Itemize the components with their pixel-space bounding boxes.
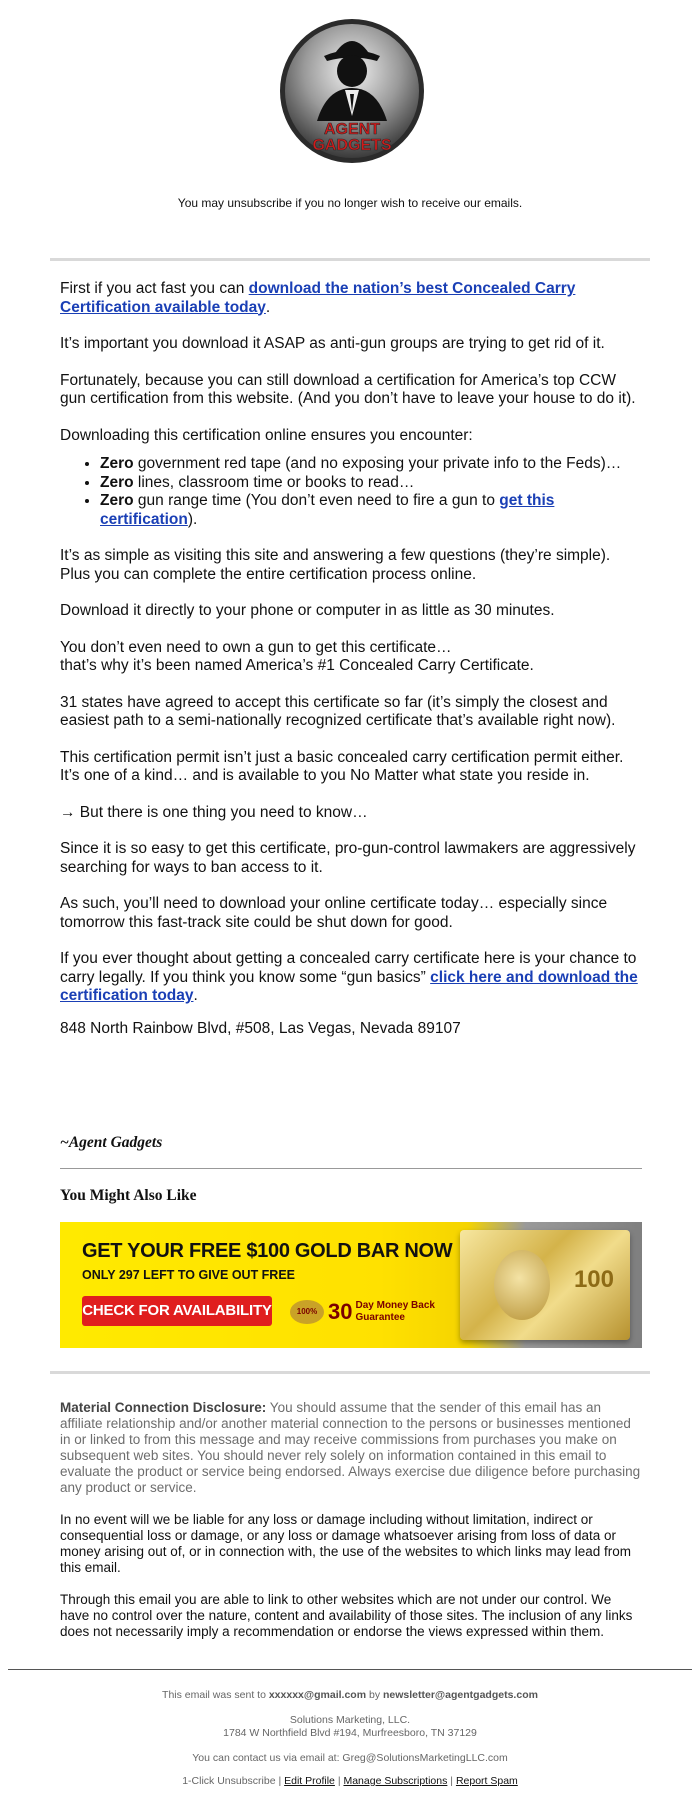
bullet-bold: Zero [100,492,134,509]
unsubscribe-notice: You may unsubscribe if you no longer wish to receive our emails. [177,196,523,210]
disclosure-title: Material Connection Disclosure: [60,1400,267,1415]
list-item [100,492,642,529]
footer-separator: | [275,1775,285,1787]
body-paragraph-9: This certification permit isn’t just a basic concealed carry certification permit either. It’s one of a kind… and is available to you No Matter what state you reside in. [60,748,624,784]
get-certification-link[interactable]: get this certification [100,492,555,528]
footer-divider [8,1669,692,1670]
disclosure-section [60,1400,642,1656]
body-paragraph-12: As such, you’ll need to download your online certificate today… especially since tomorrow this fast-track site could be shut down for good. [60,895,608,931]
bullet-text: lines, classroom time or books to read… [133,473,415,491]
disclosure-paragraph-3: Through this email you are able to link to other websites which are not under our control. We have no control over the nature, content and availability of those sites. The inclusion of any links does not necessarily imply a recommendation or endorse the views expressed within them. [60,1592,633,1639]
bullet-text: gun range time (You don’t even need to fire a gun to [133,492,500,509]
banner-subline: ONLY 297 LEFT TO GIVE OUT FREE [82,1268,296,1282]
body-paragraph-3: Fortunately, because you can still download a certification for America’s top CCW gun certification from this website. (And you don’t have to leave your house to do it). [60,371,636,407]
footer-text: This email was sent to [162,1689,269,1701]
body-paragraph-5: It’s as simple as visiting this site and answering a few questions (they’re simple). Plus you can complete the entire certification process online. [60,547,611,583]
guarantee-text: Guarantee [355,1312,405,1323]
email-body [60,280,642,1056]
body-paragraph-6: Download it directly to your phone or computer in as little as 30 minutes. [60,602,555,619]
recipient-email: xxxxxx@gmail.com [268,1689,367,1701]
signature: ~Agent Gadgets [60,1134,163,1151]
body-text: . [265,298,271,316]
agent-gadgets-logo [277,16,427,166]
body-paragraph-4: Downloading this certification online ensures you encounter: [60,426,473,444]
guarantee-days: 30 [328,1299,353,1324]
company-name: Solutions Marketing, LLC. [289,1714,411,1726]
body-paragraph-2: It’s important you download it ASAP as anti-gun groups are trying to get rid of it. [60,335,605,352]
bullet-bold: Zero [100,473,134,491]
body-paragraph-1 [60,280,642,317]
portrait-icon [494,1250,550,1320]
body-paragraph-11: Since it is so easy to get this certificate, pro-gun-control lawmakers are aggressively searching for ways to ban access to it. [60,840,636,876]
body-text: . [193,987,198,1004]
logo-text-gadgets: GADGETS [312,137,392,154]
bullet-bold: Zero [100,455,134,472]
disclosure-text: You should assume that the sender of this email has an affiliate relationship and/or another material connection to the persons or businesses mentioned in or linked to from this message and may receive commissions from purchases you make on subsequent web sites. You should never rely solely on information contained in this email to evaluate the product or service being endorsed. Always exercise due diligence before purchasing any product or service. [60,1400,641,1495]
body-paragraph-7 [60,639,642,676]
money-back-guarantee [328,1300,435,1324]
disclosure-paragraph-1 [60,1400,642,1496]
disclosure-divider [50,1371,650,1374]
body-text: First if you act fast you can [60,280,249,297]
download-certification-link[interactable]: download the nation’s best Concealed Carry Certification available today [60,280,576,316]
footer-links [0,1775,700,1787]
list-item [100,474,642,493]
banner-headline: GET YOUR FREE $100 GOLD BAR NOW [82,1240,453,1262]
report-spam-link[interactable]: Report Spam [455,1775,518,1787]
footer-text: by [366,1689,383,1701]
header-divider [50,258,650,261]
benefits-list [60,455,642,529]
related-heading: You Might Also Like [60,1187,197,1204]
gold-bar-ad-banner[interactable] [60,1222,642,1348]
footer-separator: | [334,1775,344,1787]
one-click-unsubscribe-label: 1-Click Unsubscribe [182,1775,276,1787]
sent-to-line [0,1689,700,1701]
footer-separator: | [447,1775,456,1787]
logo-text-agent: AGENT [324,121,380,138]
edit-profile-link[interactable]: Edit Profile [284,1775,335,1787]
check-availability-button[interactable]: CHECK FOR AVAILABILITY [82,1296,272,1326]
body-text: You don’t even need to own a gun to get this certificate… [60,638,452,656]
company-address: 1784 W Northfield Blvd #194, Murfreesboro, TN 37129 [223,1727,477,1739]
body-text: that’s why it’s been named America’s #1 Concealed Carry Certificate. [60,657,534,674]
guarantee-seal-icon: 100% [290,1300,324,1324]
mailing-address: 848 North Rainbow Blvd, #508, Las Vegas, Nevada 89107 [60,1019,461,1037]
manage-subscriptions-link[interactable]: Manage Subscriptions [343,1775,448,1787]
body-paragraph-8: 31 states have agreed to accept this certificate so far (it’s simply the closest and easiest path to a semi-nationally recognized certificate that’s available right now). [60,693,616,729]
contact-line: You can contact us via email at: Greg@SolutionsMarketingLLC.com [192,1752,508,1764]
body-paragraph-13 [60,950,642,1006]
body-text: If you ever thought about getting a concealed carry certificate here is your chance to carry legally. If you think you know some “gun basics” [60,950,637,986]
gold-bar-image [460,1230,630,1340]
body-paragraph-10: → But there is one thing you need to know… [60,803,368,821]
bullet-text: government red tape (and no exposing your private info to the Feds)… [133,455,622,472]
signature-divider [60,1168,642,1169]
bullet-text: ). [187,510,198,528]
list-item [100,455,642,474]
sender-email: newsletter@agentgadgets.com [383,1689,538,1701]
click-here-download-link[interactable]: click here and download the certification today [60,968,638,1004]
disclosure-paragraph-2: In no event will we be liable for any loss or damage including without limitation, indirect or consequential loss or damage, or any loss or damage whatsoever arising from loss of data or money arising out of, or in connection with, the use of the websites to which links may lead from this email. [60,1512,632,1575]
gold-bar-value: 100 [573,1266,614,1293]
guarantee-text: Day Money Back [355,1300,435,1311]
